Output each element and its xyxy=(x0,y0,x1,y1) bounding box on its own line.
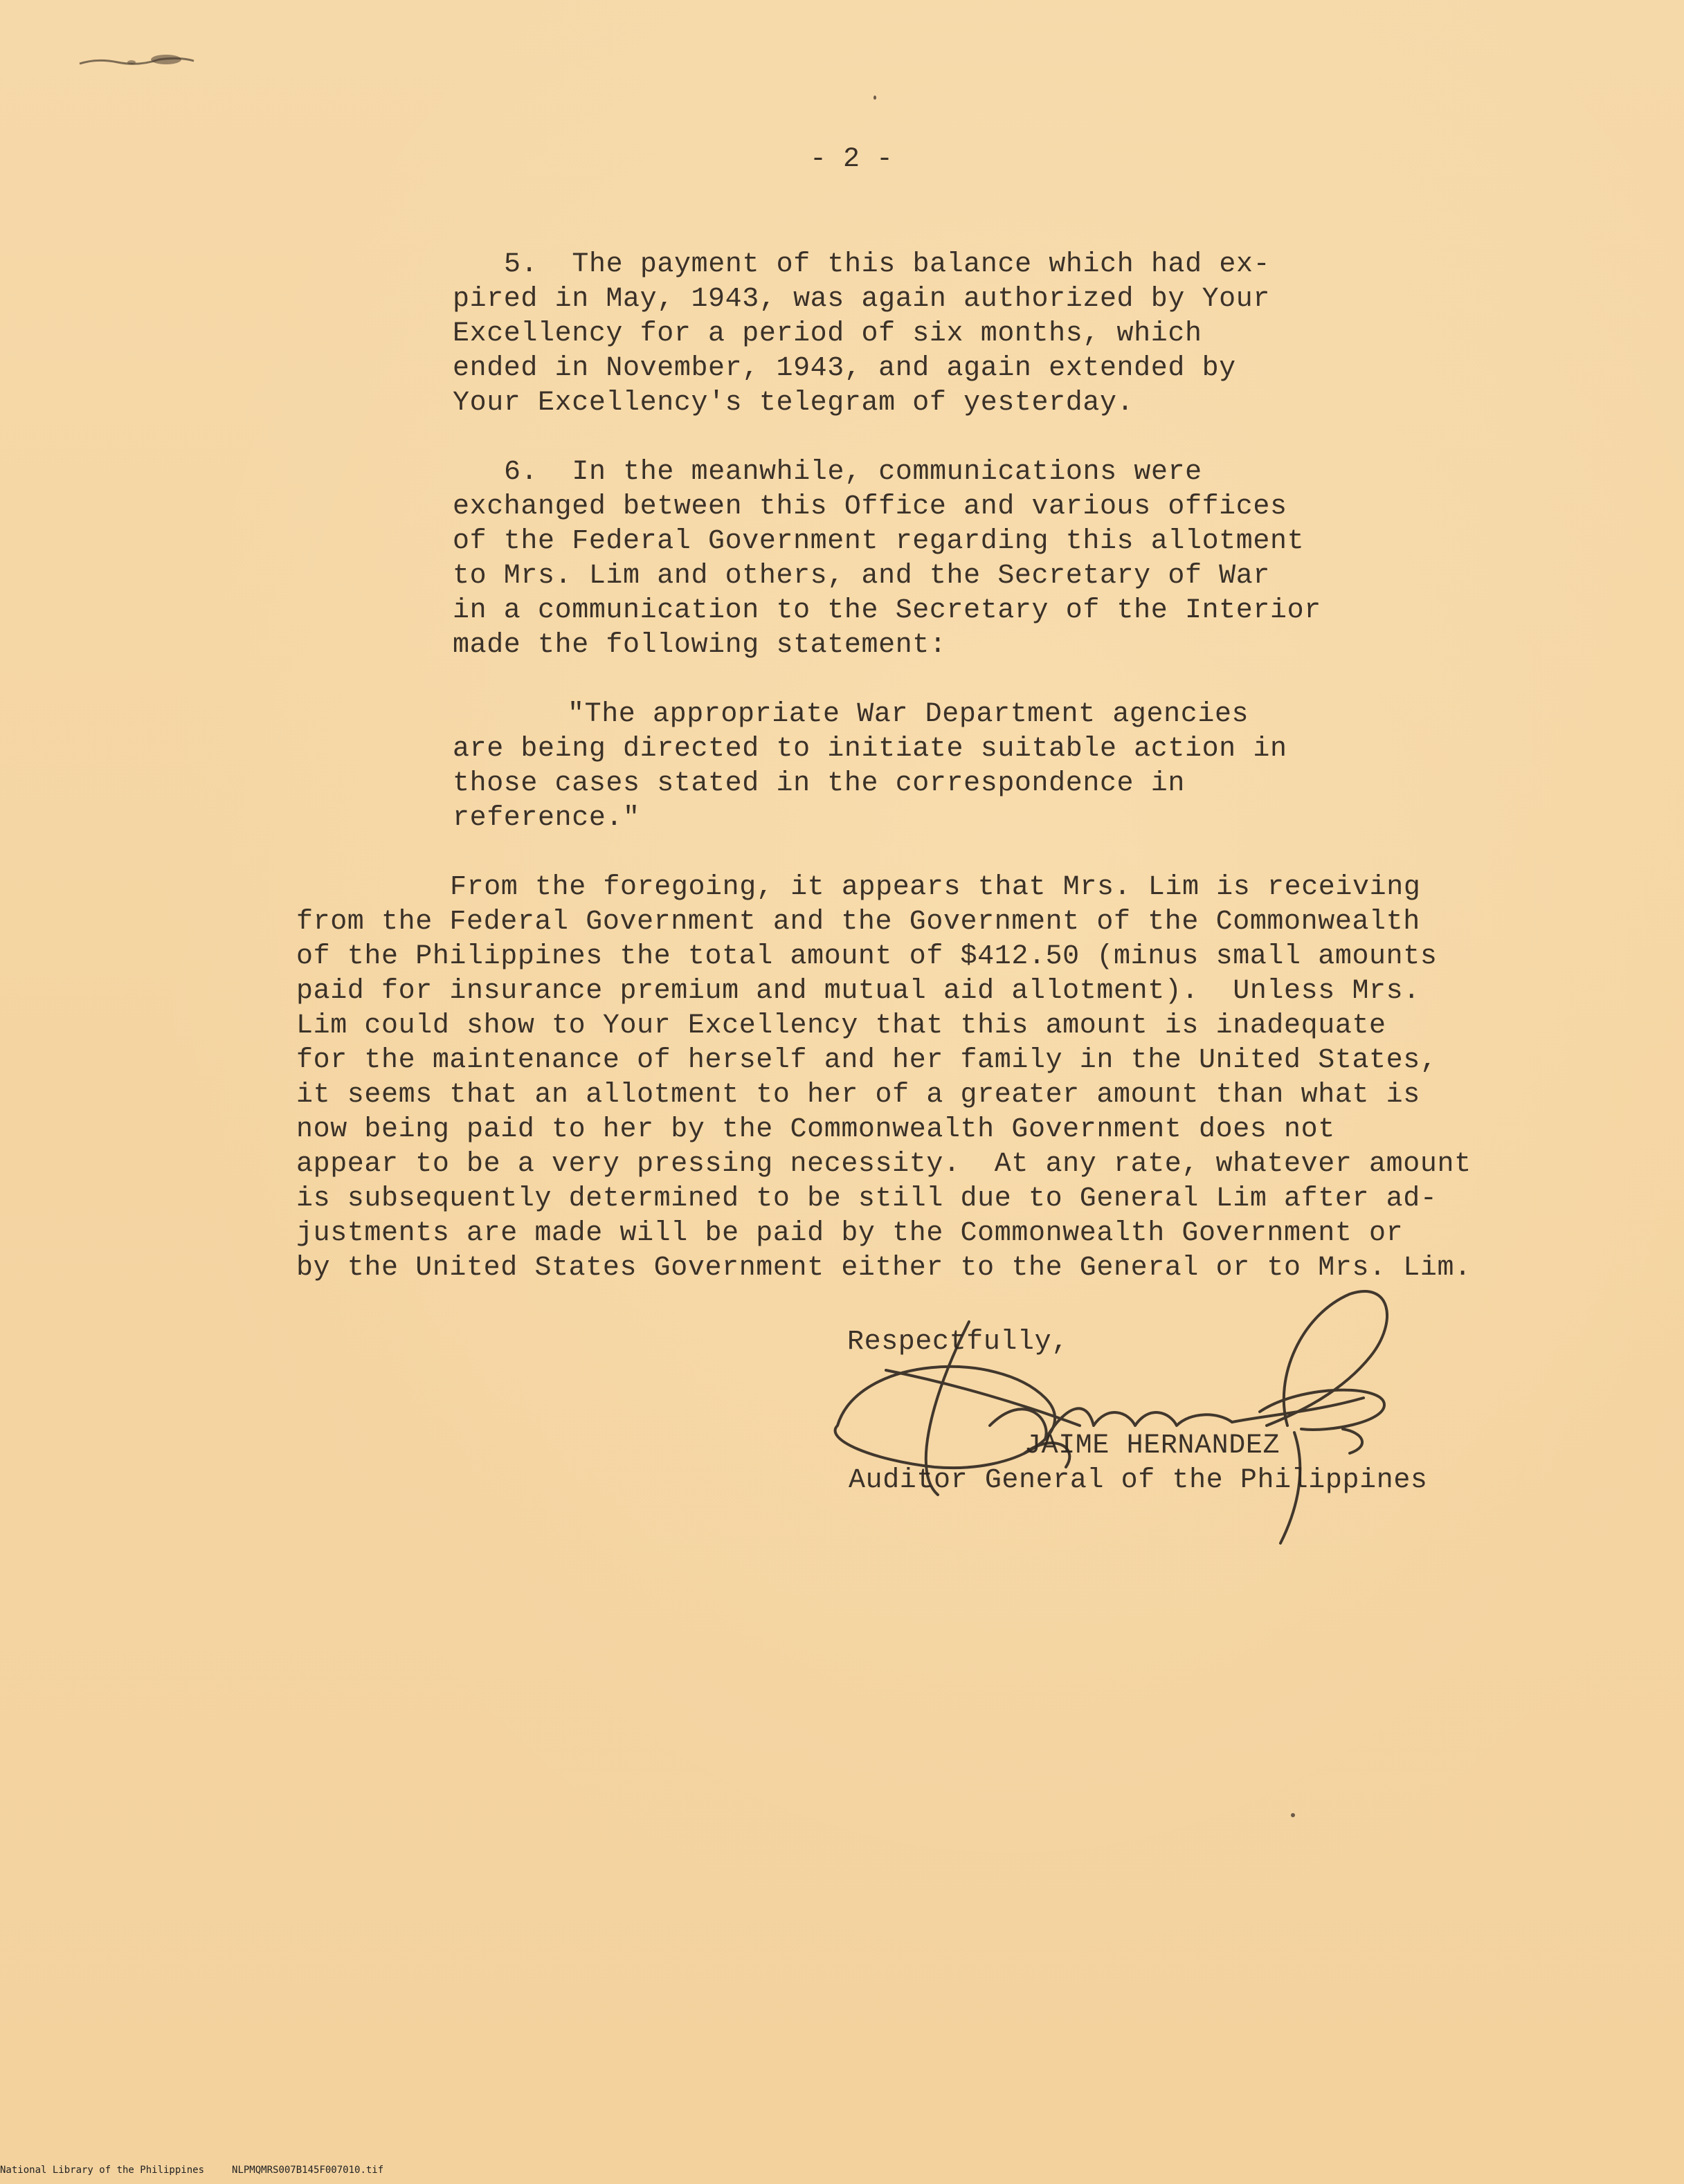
page-number: - 2 - xyxy=(810,144,894,175)
conclusion-line: appear to be a very pressing necessity. At any rate, whatever amount xyxy=(296,1149,1472,1180)
paragraph-5-line: 5. The payment of this balance which had ex- xyxy=(504,249,1271,280)
conclusion-line: it seems that an allotment to her of a greater amount than what is xyxy=(296,1080,1420,1111)
conclusion-line: is subsequently determined to be still due to General Lim after ad- xyxy=(296,1183,1438,1214)
conclusion-line: of the Philippines the total amount of $412.50 (minus small amounts xyxy=(296,941,1438,972)
conclusion-line: From the foregoing, it appears that Mrs. Lim is receiving xyxy=(450,872,1421,903)
ink-smudge xyxy=(76,51,201,72)
paragraph-6-line: of the Federal Government regarding this allotment xyxy=(453,526,1305,557)
paragraph-6-line: in a communication to the Secretary of the Interior xyxy=(453,595,1321,626)
footer-file-id: NLPMQMRS007B145F007010.tif xyxy=(232,2165,384,2176)
scan-footer xyxy=(0,2165,411,2176)
quotation-line: reference." xyxy=(453,803,640,834)
paragraph-5-line: ended in November, 1943, and again extended by xyxy=(453,353,1236,384)
paper-speck xyxy=(1291,1813,1295,1817)
quotation-line: are being directed to initiate suitable action in xyxy=(453,734,1287,765)
paragraph-6-line: 6. In the meanwhile, communications were xyxy=(504,457,1202,488)
paragraph-6-line: to Mrs. Lim and others, and the Secretary of War xyxy=(453,561,1270,592)
conclusion-line: now being paid to her by the Commonwealth Government does not xyxy=(296,1114,1335,1145)
closing: Respectfully, xyxy=(847,1327,1069,1358)
quotation-line: those cases stated in the correspondence in xyxy=(453,768,1185,799)
paragraph-6-line: made the following statement: xyxy=(453,630,947,661)
conclusion-line: for the maintenance of herself and her family in the United States, xyxy=(296,1045,1438,1076)
signatory-title: Auditor General of the Philippines xyxy=(849,1465,1428,1496)
paragraph-5-line: Your Excellency's telegram of yesterday. xyxy=(453,388,1134,419)
footer-library: National Library of the Philippines xyxy=(0,2165,205,2176)
conclusion-line: justments are made will be paid by the Commonwealth Government or xyxy=(296,1218,1404,1249)
signatory-name: JAIME HERNANDEZ xyxy=(1024,1430,1280,1462)
conclusion-line: paid for insurance premium and mutual aid allotment). Unless Mrs. xyxy=(296,976,1420,1007)
quotation-line: "The appropriate War Department agencies xyxy=(568,699,1249,730)
conclusion-line: by the United States Government either to the General or to Mrs. Lim. xyxy=(296,1253,1472,1284)
paragraph-5-line: pired in May, 1943, was again authorized by Your xyxy=(453,284,1270,315)
paper-speck xyxy=(873,95,876,100)
signature xyxy=(817,1266,1426,1557)
paragraph-5-line: Excellency for a period of six months, which xyxy=(453,318,1202,349)
paragraph-6-line: exchanged between this Office and various offices xyxy=(453,491,1287,522)
conclusion-line: from the Federal Government and the Government of the Commonwealth xyxy=(296,907,1420,938)
conclusion-line: Lim could show to Your Excellency that this amount is inadequate xyxy=(296,1010,1386,1041)
